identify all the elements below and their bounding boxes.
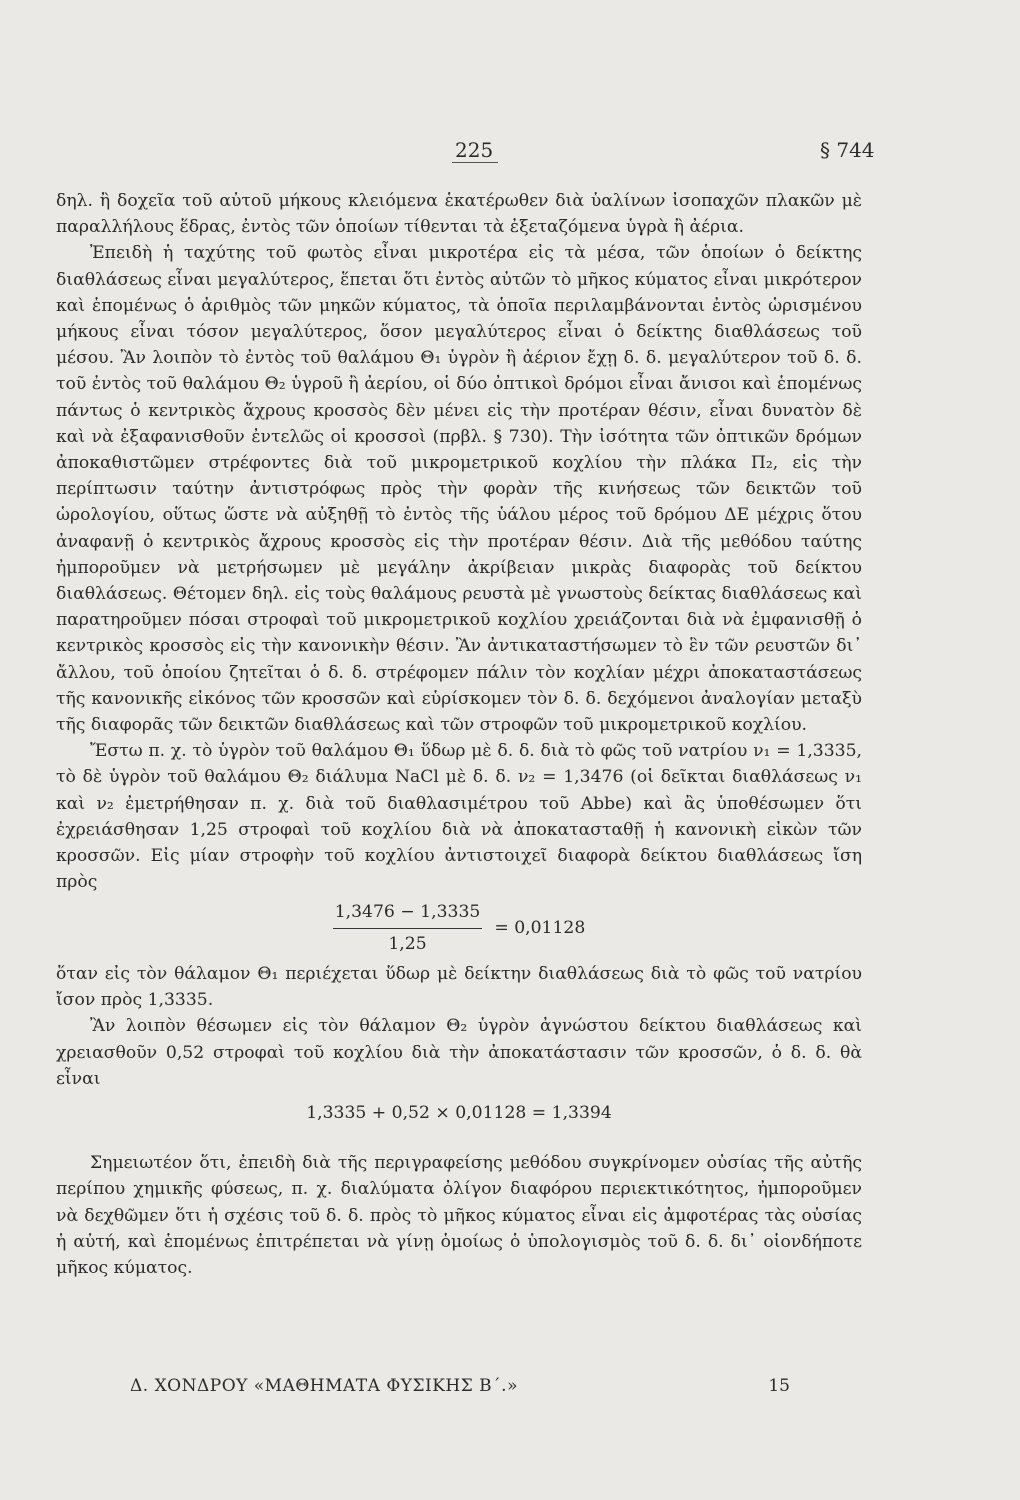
formula-result: = 0,01128 [494, 918, 586, 939]
section-number: § 744 [820, 138, 875, 162]
paragraph-closing: Σημειωτέον ὅτι, ἐπειδὴ διὰ τῆς περιγραφείσης μεθόδου συγκρίνομεν οὐσίας τῆς αὐτῆς περίπου χημικῆς φύσεως, π. χ. διαλύματα ὀλίγον διαφόρου περιεκτικότητος, ἠμποροῦμεν νὰ δεχθῶμεν ὅτι ἡ σχέσις τοῦ δ. δ. πρὸς τὸ μῆκος κύματος εἶναι εἰς ἀμφοτέρας τὰς οὐσίας ἡ αὐτή, καὶ ἑπομένως ἐπιτρέπεται νὰ γίνῃ ὁμοίως ὁ ὑπολογισμὸς τοῦ δ. δ. δι᾽ οἱονδήποτε μῆκος κύματος. [56, 1153, 862, 1278]
formula-result-index: 1,3335 + 0,52 × 0,01128 = 1,3394 [306, 1102, 612, 1123]
paragraph-unknown-liquid: Ἂν λοιπὸν θέσωμεν εἰς τὸν θάλαμον Θ₂ ὑγρὸν ἀγνώστου δείκτου διαθλάσεως καὶ χρειασθοῦν 0,52 στροφαὶ τοῦ κοχλίου διὰ τὴν ἀποκατάστασιν τῶν κροσσῶν, ὁ δ. δ. θὰ εἶναι [56, 1016, 862, 1089]
paragraph-example: Ἔστω π. χ. τὸ ὑγρὸν τοῦ θαλάμου Θ₁ ὕδωρ μὲ δ. δ. διὰ τὸ φῶς τοῦ νατρίου ν₁ = 1,3335, τὸ δὲ ὑγρὸν τοῦ θαλάμου Θ₂ διάλυμα NaCl μὲ δ. δ. ν₂ = 1,3476 (οἱ δεῖκται διαθλάσεως ν₁ καὶ ν₂ ἐμετρήθησαν π. χ. διὰ τοῦ διαθλασιμέτρου τοῦ Abbe) καὶ ἂς ὑποθέσωμεν ὅτι ἐχρειάσθησαν 1,25 στροφαὶ τοῦ κοχλίου διὰ νὰ ἀποκατασταθῇ ἡ κανονικὴ εἰκὼν τῶν κροσσῶν. Εἰς μίαν στροφὴν τοῦ κοχλίου ἀντιστοιχεῖ διαφορὰ δείκτου διαθλάσεως ἴση πρὸς [56, 741, 862, 893]
paragraph-refraction: Ἐπειδὴ ἡ ταχύτης τοῦ φωτὸς εἶναι μικροτέρα εἰς τὰ μέσα, τῶν ὁποίων ὁ δείκτης διαθλάσεως εἶναι μεγαλύτερος, ἕπεται ὅτι ἐντὸς αὐτῶν τὸ μῆκος κύματος εἶναι μικρότερον καὶ ἑπομένως ὁ ἀριθμὸς τῶν μηκῶν κύματος, τὰ ὁποῖα περιλαμβάνονται ἐντὸς ὡρισμένου μήκους εἶναι τόσον μεγαλύτερος, ὅσον μεγαλύτερος εἶναι ὁ δείκτης διαθλάσεως τοῦ μέσου. Ἂν λοιπὸν τὸ ἐντὸς τοῦ θαλάμου Θ₁ ὑγρὸν ἢ ἀέριον ἔχῃ δ. δ. μεγαλύτερον τοῦ δ. δ. τοῦ ἐντὸς τοῦ θαλάμου Θ₂ ὑγροῦ ἢ ἀερίου, οἱ δύο ὀπτικοὶ δρόμοι εἶναι ἄνισοι καὶ ἑπομένως πάντως ὁ κεντρικὸς ἄχρους κροσσὸς δὲν μένει εἰς τὴν προτέραν θέσιν, εἶναι δυνατὸν δὲ καὶ νὰ ἐξαφανισθοῦν ἐντελῶς οἱ κροσσοὶ (πρβλ. § 730). Τὴν ἰσότητα τῶν ὀπτικῶν δρόμων ἀποκαθιστῶμεν στρέφοντες διὰ τοῦ μικρομετρικοῦ κοχλίου τὴν πλάκα Π₂, εἰς τὴν περίπτωσιν ταύτην ἀντιστρόφως πρὸς τὴν φορὰν τῆς κινήσεως τῶν δεικτῶν τοῦ ὡρολογίου, οὕτως ὥστε νὰ αὐξηθῇ τὸ ἐντὸς τῆς ὑάλου μέρος τοῦ δρόμου ΔΕ μέχρις ὅτου ἀναφανῇ ὁ κεντρικὸς ἄχρους κροσσὸς εἰς τὴν προτέραν θέσιν. Διὰ τῆς μεθόδου ταύτης ἠμποροῦμεν νὰ μετρήσωμεν μὲ μεγάλην ἀκρίβειαν μικρὰς διαφορὰς τοῦ δείκτου διαθλάσεως. Θέτομεν δηλ. εἰς τοὺς θαλάμους ρευστὰ μὲ γνωστοὺς δείκτας διαθλάσεως καὶ παρατηροῦμεν πόσαι στροφαὶ τοῦ μικρομετρικοῦ κοχλίου χρειάζονται διὰ νὰ ἐμφανισθῇ ὁ κεντρικὸς κροσσὸς εἰς τὴν κανονικὴν θέσιν. Ἂν ἀντικαταστήσωμεν τὸ ἓν τῶν ρευστῶν δι᾽ ἄλλου, τοῦ ὁποίου ζητεῖται ὁ δ. δ. στρέφομεν πάλιν τὸν κοχλίαν μέχρι ἀποκαταστάσεως τῆς κανονικῆς εἰκόνος τῶν κροσσῶν καὶ εὑρίσκομεν τὸν δ. δ. δεχόμενοι ἀναλογίαν μεταξὺ τῆς διαφορᾶς τῶν δεικτῶν διαθλάσεως καὶ τῶν στροφῶν τοῦ μικρομετρικοῦ κοχλίου. [56, 243, 862, 736]
fraction-denominator: 1,25 [388, 933, 427, 954]
body-text [56, 188, 862, 1281]
fraction [333, 899, 483, 956]
paragraph-after-formula: ὅταν εἰς τὸν θάλαμον Θ₁ περιέχεται ὕδωρ μὲ δείκτην διαθλάσεως διὰ τὸ φῶς τοῦ νατρίου ἴσον πρὸς 1,3335. [56, 963, 862, 1011]
formula-difference [56, 899, 862, 956]
page-number-underline [452, 162, 498, 163]
fraction-numerator: 1,3476 − 1,3335 [333, 899, 483, 928]
paragraph-continuation: δηλ. ἢ δοχεῖα τοῦ αὐτοῦ μήκους κλειόμενα ἑκατέρωθεν διὰ ὑαλίνων ἰσοπαχῶν πλακῶν μὲ παραλλήλους ἕδρας, ἐντὸς τῶν ὁποίων τίθενται τὰ ἐξεταζόμενα ὑγρὰ ἢ ἀέρια. [56, 191, 862, 238]
footer-book-title: Δ. ΧΟΝΔΡΟΥ «ΜΑΘΗΜΑΤΑ ΦΥΣΙΚΗΣ Β΄.» [130, 1376, 518, 1396]
page-number: 225 [455, 138, 494, 162]
footer-signature-number: 15 [768, 1376, 790, 1396]
